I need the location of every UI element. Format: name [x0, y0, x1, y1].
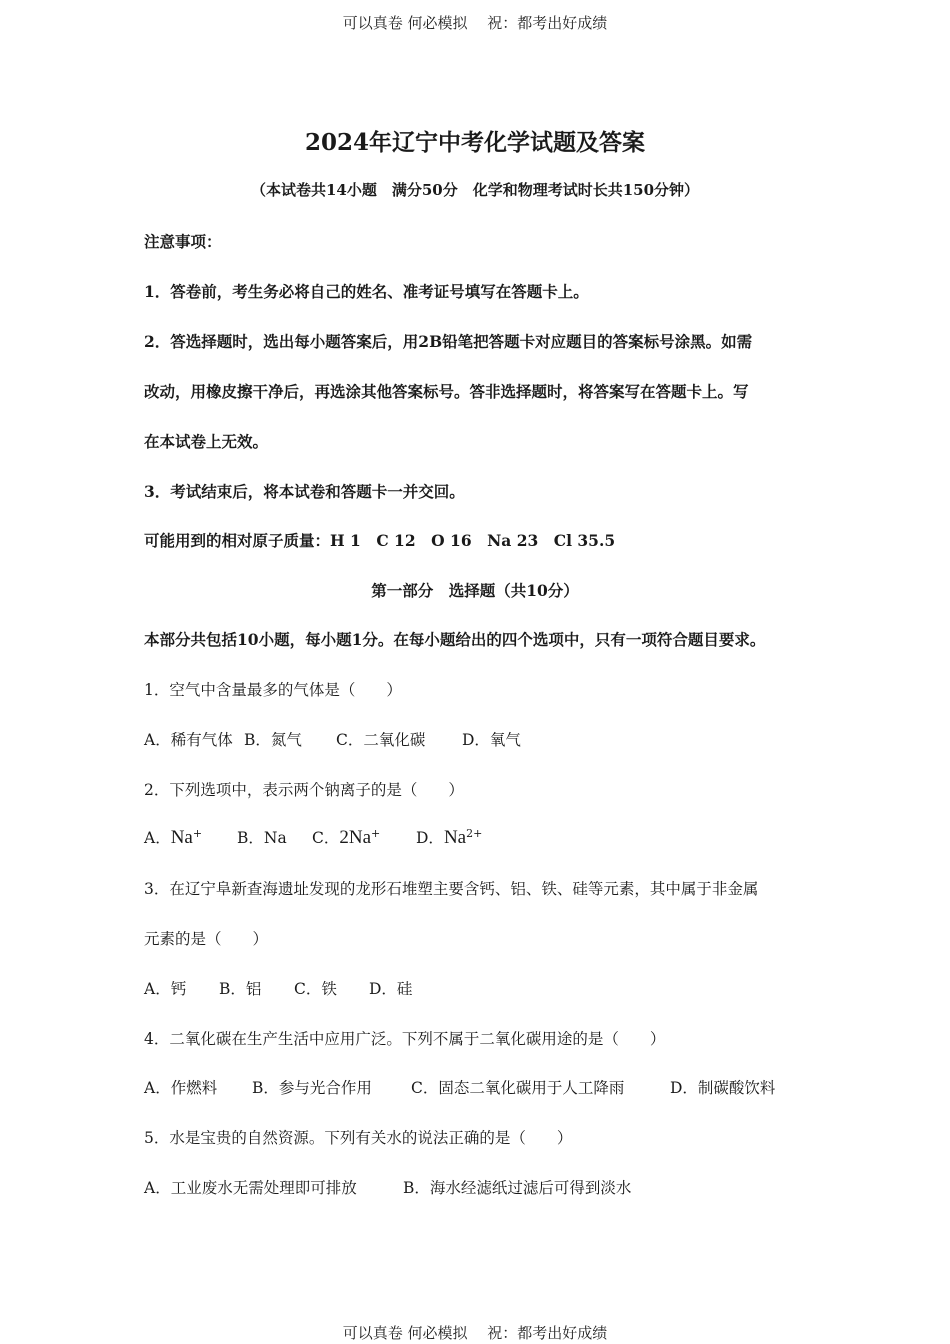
- q3-option-a: A．钙: [144, 980, 187, 998]
- q5-option-b: B．海水经滤纸过滤后可得到淡水: [403, 1179, 632, 1197]
- q3-options: [144, 977, 412, 999]
- q1-option-b: B．氮气: [244, 731, 302, 749]
- q2-option-a-label: A．: [144, 829, 171, 847]
- notice-item-3: 3．考试结束后，将本试卷和答题卡一并交回。: [144, 482, 465, 501]
- page-footer: 可以真卷 何必模拟 祝：都考出好成绩: [342, 1324, 608, 1342]
- q2-option-c: [312, 826, 416, 849]
- exam-title: 2024年辽宁中考化学试题及答案: [304, 129, 645, 156]
- part1-intro: 本部分共包括10小题，每小题1分。在每小题给出的四个选项中，只有一项符合题目要求。: [144, 630, 766, 649]
- notice-item-2-line-2: 改动，用橡皮擦干净后，再选涂其他答案标号。答非选择题时，将答案写在答题卡上。写: [144, 382, 749, 401]
- q2-stem: 2．下列选项中，表示两个钠离子的是（ ）: [144, 781, 464, 799]
- q2-option-d-formula: Na: [443, 827, 467, 848]
- q4-option-a: A．作燃料: [144, 1079, 218, 1097]
- q3-option-b: B．铝: [219, 980, 262, 998]
- q1-option-c: C．二氧化碳: [336, 731, 426, 749]
- exam-subtitle: （本试卷共14小题 满分50分 化学和物理考试时长共150分钟）: [250, 181, 700, 199]
- atomic-masses: 可能用到的相对原子质量：H 1 C 12 O 16 Na 23 Cl 35.5: [144, 531, 616, 550]
- q2-option-a-formula: Na: [170, 827, 193, 848]
- notice-item-2-line-1: 2．答选择题时，选出每小题答案后，用2B铅笔把答题卡对应题目的答案标号涂黑。如需: [144, 332, 753, 351]
- part1-heading: 第一部分 选择题（共10分）: [371, 581, 579, 600]
- q2-option-a: [144, 826, 237, 849]
- q1-options: [144, 728, 521, 750]
- q2-option-c-charge: +: [371, 826, 381, 840]
- q2-option-d-label: D．: [416, 829, 444, 847]
- q2-options: [144, 826, 482, 849]
- notice-item-1: 1．答卷前，考生务必将自己的姓名、准考证号填写在答题卡上。: [144, 282, 589, 301]
- q3-option-c: C．铁: [294, 980, 337, 998]
- notice-heading: 注意事项：: [144, 232, 222, 251]
- q2-option-d: [416, 826, 482, 849]
- q4-stem: 4．二氧化碳在生产生活中应用广泛。下列不属于二氧化碳用途的是（ ）: [144, 1030, 666, 1048]
- q4-option-c: C．固态二氧化碳用于人工降雨: [411, 1079, 625, 1097]
- q3-stem-line-2: 元素的是（ ）: [144, 930, 269, 948]
- q2-option-c-formula: 2Na: [339, 827, 372, 848]
- q2-option-d-charge: 2+: [466, 826, 483, 840]
- q2-option-a-charge: +: [192, 826, 203, 840]
- q1-option-a: A．稀有气体: [144, 731, 233, 749]
- q5-option-a: A．工业废水无需处理即可排放: [144, 1179, 357, 1197]
- q4-options: [144, 1076, 775, 1098]
- q5-options: [144, 1176, 631, 1198]
- q4-option-d: D．制碳酸饮料: [670, 1079, 776, 1097]
- q4-option-b: B．参与光合作用: [252, 1079, 372, 1097]
- q3-option-d: D．硅: [369, 980, 413, 998]
- page-header: 可以真卷 何必模拟 祝：都考出好成绩: [342, 14, 608, 32]
- q1-stem: 1．空气中含量最多的气体是（ ）: [144, 681, 402, 699]
- notice-item-2-line-3: 在本试卷上无效。: [144, 432, 269, 451]
- q2-option-b: B．Na: [237, 829, 287, 847]
- q3-stem-line-1: 3．在辽宁阜新查海遗址发现的龙形石堆塑主要含钙、铝、铁、硅等元素，其中属于非金属: [144, 880, 759, 898]
- q2-option-c-label: C．: [312, 829, 340, 847]
- q5-stem: 5．水是宝贵的自然资源。下列有关水的说法正确的是（ ）: [144, 1129, 573, 1147]
- q1-option-d: D．氧气: [462, 731, 521, 749]
